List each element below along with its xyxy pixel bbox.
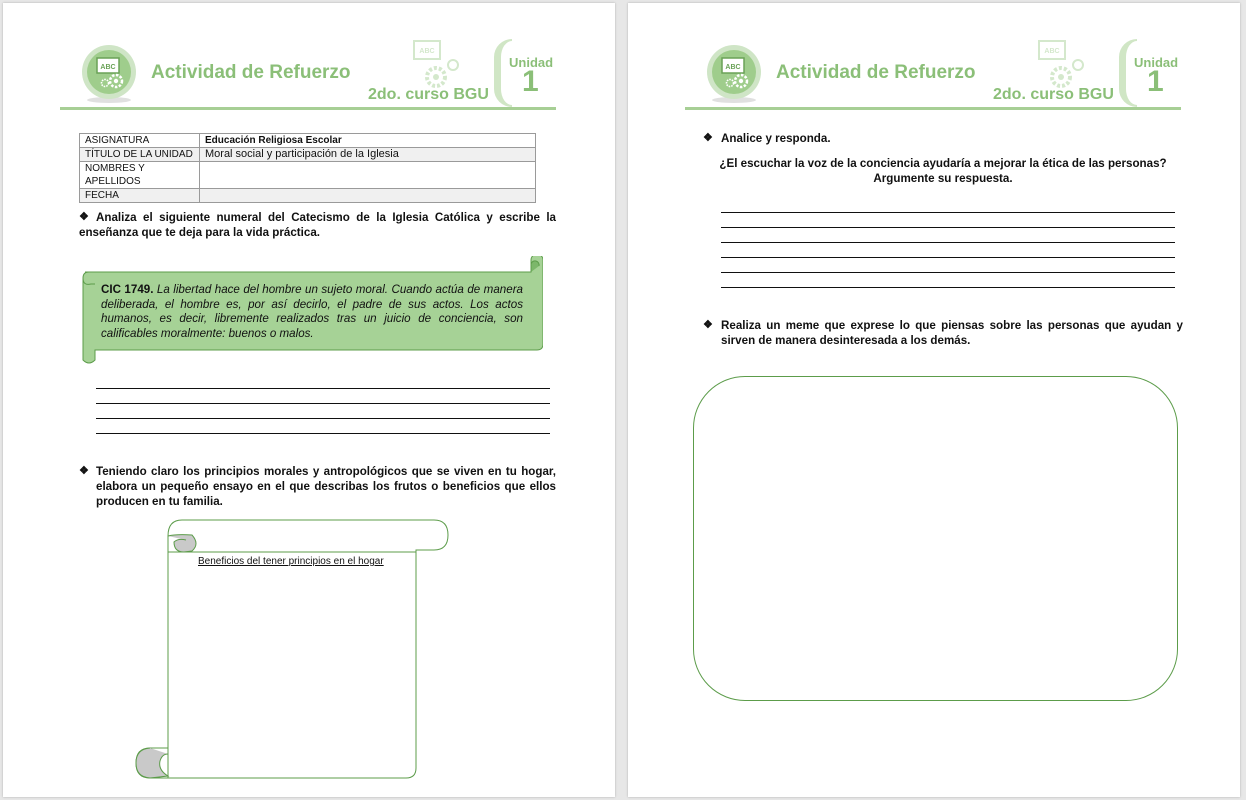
row-value[interactable] [200,189,536,203]
question-3 [703,131,1183,146]
question-4-text: Realiza un meme que exprese lo que piensas sobre las personas que ayudan y sirven de manera desinteresada a los demás. [721,319,1183,347]
answer-line[interactable] [721,272,1175,273]
question-1-text: Analiza el siguiente numeral del Catecismo de la Iglesia Católica y escribe la enseñanza que te deja para la vida práctica. [79,211,556,239]
bullet-icon: ❖ [703,132,713,144]
row-label: TÍTULO DE LA UNIDAD [80,148,200,162]
svg-text:ABC: ABC [725,64,741,71]
document-page-2 [628,3,1240,797]
cic-quote-text: La libertad hace del hombre un sujeto moral. Cuando actúa de manera deliberada, el hombre es, por así decirlo, el padre de sus actos. Los actos humanos, es decir, libremente realizados tras un juicio de conciencia, son calificables moralmente: buenos o malos. [101,283,523,340]
unit-bracket [1119,39,1137,107]
scroll-title: Beneficios del tener principios en el hogar [198,556,384,567]
answer-line[interactable] [721,257,1175,258]
header-course: 2do. curso BGU [368,86,489,103]
svg-text:ABC: ABC [1044,48,1060,55]
answer-line[interactable] [96,403,550,404]
row-value[interactable]: Moral social y participación de la Iglesia [200,148,536,162]
table-row [80,134,536,148]
bullet-icon: ❖ [703,319,713,331]
question-3-text: Analice y responda. [721,132,831,145]
unit-bracket [494,39,512,107]
abc-logo-icon [704,43,764,105]
question-3-prompt: ¿El escuchar la voz de la conciencia ayudaría a mejorar la ética de las personas? Argumente su respuesta. [719,157,1167,185]
bullet-icon: ❖ [79,211,89,223]
cic-quote [101,283,523,341]
cic-reference: CIC 1749. [101,283,154,296]
row-value[interactable] [200,162,536,189]
svg-text:ABC: ABC [100,64,116,71]
row-label: ASIGNATURA [80,134,200,148]
unit-number: 1 [1147,65,1164,98]
answer-line[interactable] [721,242,1175,243]
answer-line[interactable] [96,433,550,434]
question-4 [703,318,1183,348]
header-title: Actividad de Refuerzo [151,62,351,83]
unit-label: Unidad [1134,55,1179,70]
row-label: FECHA [80,189,200,203]
table-row [80,148,536,162]
answer-line[interactable] [721,227,1175,228]
question-1 [79,210,556,240]
row-value[interactable]: Educación Religiosa Escolar [200,134,536,148]
document-page-1 [3,3,615,797]
question-2-text: Teniendo claro los principios morales y antropológicos que se viven en tu hogar, elabora un pequeño ensayo en el que describas los frutos o beneficios que ellos producen en tu familia. [96,465,556,508]
header-title: Actividad de Refuerzo [776,62,976,83]
answer-line[interactable] [721,287,1175,288]
unit-number: 1 [522,65,539,98]
header-course: 2do. curso BGU [993,86,1114,103]
table-row [80,162,536,189]
answer-line[interactable] [721,212,1175,213]
svg-text:ABC: ABC [419,48,435,55]
header-rule [60,107,556,110]
header-rule [685,107,1181,110]
abc-logo-icon [79,43,139,105]
row-label: NOMBRES Y APELLIDOS [80,162,200,189]
answer-line[interactable] [96,418,550,419]
unit-label: Unidad [509,55,554,70]
bullet-icon: ❖ [79,465,89,477]
question-2 [79,464,556,509]
answer-line[interactable] [96,388,550,389]
info-table [79,133,536,203]
table-row [80,189,536,203]
meme-box[interactable] [693,376,1178,701]
